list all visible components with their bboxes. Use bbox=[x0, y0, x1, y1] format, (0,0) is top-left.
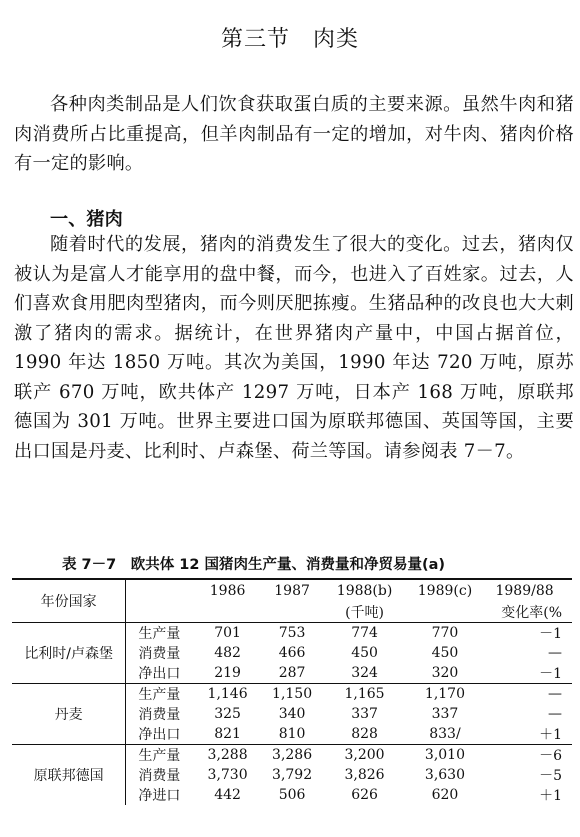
section-heading: 第三节 肉类 bbox=[220, 27, 359, 52]
change-label: 变化率(% bbox=[501, 604, 562, 621]
cell: 450 bbox=[431, 645, 459, 661]
cell: 320 bbox=[431, 665, 459, 681]
year-header: 1986 bbox=[195, 579, 260, 601]
cell: — bbox=[485, 684, 572, 705]
cell: 620 bbox=[431, 787, 459, 803]
table-row bbox=[12, 684, 572, 705]
country-label: 比利时/卢森堡 bbox=[12, 623, 126, 684]
pork-paragraph: 随着时代的发展，猪肉的消费发生了很大的变化。过去，猪肉仅被认为是富人才能享用的盘中餐，而今，也进入了百姓家。过去，人们喜欢食用肥肉型猪肉，而今则厌肥拣瘦。生猪品种的改良也大大刺激了猪肉的需求。据统计，在世界猪肉产量中，中国占据首位，1990 年达 1850 万吨。其次为美国，1990 年达 720 万吨，原苏联产 670 万吨，欧共体产 1297 万吨，日本产 168 万吨，原联邦德国为 301 万吨。世界主要进口国为原联邦德国、英国等国，主要出口国是丹麦、比利时、卢森堡、荷兰等国。请参阅表 7－7。 bbox=[14, 234, 574, 462]
row-item: 消费量 bbox=[138, 646, 181, 662]
cell: －1 bbox=[539, 666, 562, 682]
cell: 442 bbox=[214, 787, 241, 803]
cell: －1 bbox=[485, 623, 572, 644]
row-item: 净进口 bbox=[138, 788, 181, 804]
table-header-row-years bbox=[12, 579, 572, 601]
cell: 626 bbox=[351, 787, 378, 803]
table-caption: 表 7－7 欧共体 12 国猪肉生产量、消费量和净贸易量(a) bbox=[62, 557, 446, 573]
cell: 324 bbox=[351, 665, 378, 681]
cell: 1,146 bbox=[195, 684, 260, 705]
row-item: 消费量 bbox=[138, 707, 181, 723]
cell: ＋1 bbox=[539, 788, 562, 804]
row-item: 生产量 bbox=[126, 623, 195, 644]
cell: 219 bbox=[214, 665, 241, 681]
cell: 3,630 bbox=[424, 767, 466, 783]
cell: 3,288 bbox=[195, 745, 260, 766]
cell: ＋1 bbox=[539, 727, 562, 743]
cell: 340 bbox=[278, 706, 306, 722]
subsection-heading: 一、猪肉 bbox=[50, 209, 123, 230]
cell: 3,010 bbox=[405, 745, 485, 766]
row-item: 生产量 bbox=[126, 745, 195, 766]
cell: 1,150 bbox=[260, 684, 325, 705]
row-item: 净出口 bbox=[138, 666, 181, 682]
cell: 770 bbox=[405, 623, 485, 644]
cell: 774 bbox=[324, 623, 404, 644]
cell: 701 bbox=[195, 623, 260, 644]
cell: 753 bbox=[260, 623, 325, 644]
cell: 337 bbox=[431, 706, 459, 722]
row-item: 生产量 bbox=[126, 684, 195, 705]
cell: －6 bbox=[485, 745, 572, 766]
year-header: 1989/88 bbox=[485, 579, 572, 601]
cell: 833/ bbox=[429, 726, 461, 742]
cell: — bbox=[548, 645, 562, 661]
country-label: 原联邦德国 bbox=[12, 745, 126, 806]
cell: 3,200 bbox=[324, 745, 404, 766]
cell: 821 bbox=[214, 726, 241, 742]
cell: 325 bbox=[214, 706, 241, 722]
row-item: 消费量 bbox=[138, 768, 181, 784]
cell: 1,170 bbox=[405, 684, 485, 705]
cell: 3,730 bbox=[207, 767, 248, 783]
year-header: 1987 bbox=[260, 579, 325, 601]
country-label: 丹麦 bbox=[12, 684, 126, 745]
cell: 3,792 bbox=[272, 767, 313, 783]
cell: 466 bbox=[278, 645, 306, 661]
row-item: 净出口 bbox=[138, 727, 181, 743]
cell: －5 bbox=[539, 768, 562, 784]
corner-label: 年份国家 bbox=[12, 579, 126, 623]
unit-label: (千吨) bbox=[345, 604, 385, 621]
cell: 3,826 bbox=[344, 767, 385, 783]
cell: 450 bbox=[351, 645, 378, 661]
pork-data-table bbox=[12, 578, 572, 805]
cell: 482 bbox=[214, 645, 241, 661]
cell: 1,165 bbox=[324, 684, 404, 705]
cell: 3,286 bbox=[260, 745, 325, 766]
year-header: 1989(c) bbox=[405, 579, 485, 601]
cell: 810 bbox=[278, 726, 306, 742]
year-header: 1988(b) bbox=[324, 579, 404, 601]
table-row bbox=[12, 623, 572, 644]
cell: 287 bbox=[278, 665, 306, 681]
cell: 828 bbox=[351, 726, 378, 742]
cell: 506 bbox=[278, 787, 306, 803]
cell: — bbox=[548, 706, 562, 722]
intro-paragraph: 各种肉类制品是人们饮食获取蛋白质的主要来源。虽然牛肉和猪肉消费所占比重提高，但羊肉制品有一定的增加，对牛肉、猪肉价格有一定的影响。 bbox=[14, 94, 574, 174]
table-row bbox=[12, 745, 572, 766]
cell: 337 bbox=[351, 706, 378, 722]
